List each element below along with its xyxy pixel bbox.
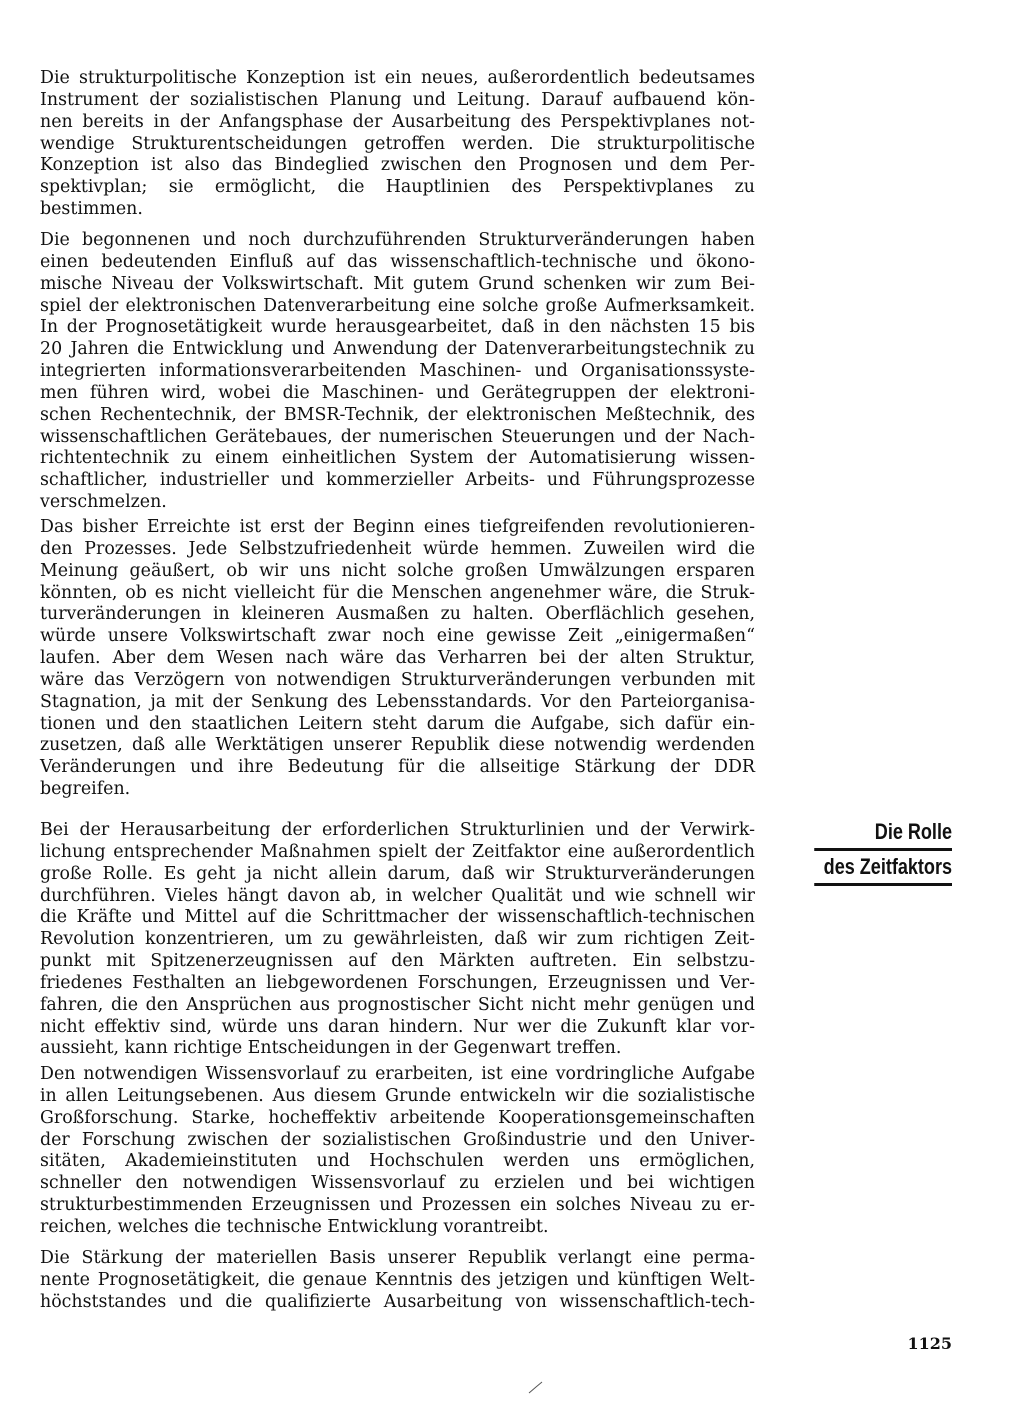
text-line: bestimmen.	[40, 199, 143, 220]
text-line: schneller den notwendigen Wissensvorlauf zu erzielen und bei wichtigen	[40, 1173, 755, 1194]
text-line: Den notwendigen Wissensvorlauf zu erarbeiten, ist eine vordringliche Aufgabe	[40, 1064, 755, 1084]
text-line: richtentechnik zu einem einheitlichen System der Automatisierung wissen-	[40, 448, 755, 469]
text-line: friedenes Festhalten an liebgewordenen Forschungen, Erzeugnissen und Ver-	[40, 972, 755, 993]
text-line: mische Niveau der Volkswirtschaft. Mit gutem Grund schenken wir zum Bei-	[40, 273, 755, 294]
text-line: lichung entsprechender Maßnahmen spielt der Zeitfaktor eine außerordentlich	[40, 841, 755, 862]
text-line: Großforschung. Starke, hocheffektiv arbeitende Kooperationsgemeinschaften	[40, 1107, 755, 1128]
text-line: nente Prognosetätigkeit, die genaue Kenntnis des jetzigen und künftigen Welt-	[40, 1269, 755, 1290]
text-line: wissenschaftlichen Gerätebaues, der numerischen Steuerungen und der Nach-	[40, 426, 755, 447]
text-line: spiel der elektronischen Datenverarbeitung eine solche große Aufmerksamkeit.	[40, 295, 755, 316]
text-line: Instrument der sozialistischen Planung und Leitung. Darauf aufbauend kön-	[40, 89, 755, 110]
marginal-heading-line-2: des Zeitfaktors	[814, 853, 952, 886]
stray-pen-mark	[528, 1380, 544, 1394]
paragraph-4	[40, 820, 755, 1060]
text-line: Konzeption ist also das Bindeglied zwischen den Prognosen und dem Per-	[40, 155, 755, 176]
text-line: In der Prognosetätigkeit wurde herausgearbeitet, daß in den nächsten 15 bis	[40, 317, 755, 338]
text-line: spektivplan; sie ermöglicht, die Hauptlinien des Perspektivplanes zu	[40, 177, 755, 198]
text-line: men führen wird, wobei die Maschinen- und Gerätegruppen der elektroni-	[40, 382, 755, 403]
text-line: laufen. Aber dem Wesen nach wäre das Verharren bei der alten Struktur,	[40, 648, 755, 669]
text-line: schen Rechentechnik, der BMSR-Technik, der elektronischen Meßtechnik, des	[40, 404, 755, 425]
text-line: große Rolle. Es geht ja nicht allein darum, daß wir Strukturveränderungen	[40, 863, 755, 884]
text-line: die Kräfte und Mittel auf die Schrittmacher der wissenschaftlich-technischen	[40, 907, 755, 928]
text-line: fahren, die den Ansprüchen aus prognostischer Sicht nicht mehr genügen und	[40, 994, 755, 1015]
text-line: höchststandes und die qualifizierte Ausarbeitung von wissenschaftlich-tech-	[40, 1291, 755, 1312]
text-line: würde unsere Volkswirtschaft zwar noch eine gewisse Zeit „einigermaßen“	[40, 626, 755, 647]
text-line: Die Stärkung der materiellen Basis unserer Republik verlangt eine perma-	[40, 1248, 755, 1268]
text-line: Bei der Herausarbeitung der erforderlichen Strukturlinien und der Verwirk-	[40, 820, 755, 840]
text-line: Stagnation, ja mit der Senkung des Lebensstandards. Vor den Parteiorganisa-	[40, 691, 755, 712]
text-line: begreifen.	[40, 779, 131, 800]
text-line: könnten, ob es nicht vielleicht für die Menschen angenehmer wäre, die Struk-	[40, 582, 755, 603]
text-line: turveränderungen in kleineren Ausmaßen zu halten. Oberflächlich gesehen,	[40, 604, 755, 625]
text-line: punkt mit Spitzenerzeugnissen auf den Märkten auftreten. Ein selbstzu-	[40, 951, 755, 972]
text-line: aussieht, kann richtige Entscheidungen in der Gegenwart treffen.	[40, 1038, 622, 1059]
text-line: Die begonnenen und noch durchzuführenden Strukturveränderungen haben	[40, 230, 755, 250]
text-line: sitäten, Akademieinstituten und Hochschulen werden uns ermöglichen,	[40, 1151, 755, 1172]
text-line: einen bedeutenden Einfluß auf das wissenschaftlich-technische und ökono-	[40, 251, 755, 272]
text-line: wendige Strukturentscheidungen getroffen werden. Die strukturpolitische	[40, 133, 755, 154]
text-line: wäre das Verzögern von notwendigen Strukturveränderungen verbunden mit	[40, 669, 755, 690]
text-line: nen bereits in der Anfangsphase der Ausarbeitung des Perspektivplanes not-	[40, 111, 755, 132]
text-line: tionen und den staatlichen Leitern steht darum die Aufgabe, sich dafür ein-	[40, 713, 755, 734]
text-line: Meinung geäußert, ob wir uns nicht solche großen Umwälzungen ersparen	[40, 560, 755, 581]
paragraph-1	[40, 68, 755, 221]
text-line: Die strukturpolitische Konzeption ist ein neues, außerordentlich bedeutsames	[40, 68, 755, 88]
paragraph-3	[40, 517, 755, 801]
marginal-heading	[784, 818, 952, 886]
paragraph-2	[40, 230, 755, 514]
page-number: 1125	[907, 1334, 952, 1353]
text-line: strukturbestimmenden Erzeugnissen und Prozessen ein solches Niveau zu er-	[40, 1195, 755, 1216]
text-line: den Prozesses. Jede Selbstzufriedenheit würde hemmen. Zuweilen wird die	[40, 538, 755, 559]
text-line: zusetzen, daß alle Werktätigen unserer Republik diese notwendig werdenden	[40, 735, 755, 756]
paragraph-6	[40, 1248, 755, 1314]
text-line: Revolution konzentrieren, um zu gewährleisten, daß wir zum richtigen Zeit-	[40, 929, 755, 950]
text-line: Das bisher Erreichte ist erst der Beginn eines tiefgreifenden revolutionieren-	[40, 517, 755, 537]
text-line: nicht effektiv sind, würde uns daran hindern. Nur wer die Zukunft klar vor-	[40, 1016, 755, 1037]
text-line: durchführen. Vieles hängt davon ab, in welcher Qualität und wie schnell wir	[40, 885, 755, 906]
text-line: in allen Leitungsebenen. Aus diesem Grunde entwickeln wir die sozialistische	[40, 1085, 755, 1106]
text-line: schaftlicher, industrieller und kommerzieller Arbeits- und Führungsprozesse	[40, 470, 755, 491]
text-line: reichen, welches die technische Entwicklung vorantreibt.	[40, 1216, 549, 1237]
text-line: verschmelzen.	[40, 492, 167, 513]
text-line: der Forschung zwischen der sozialistischen Großindustrie und den Univer-	[40, 1129, 755, 1150]
paragraph-5	[40, 1064, 755, 1239]
text-line: Veränderungen und ihre Bedeutung für die allseitige Stärkung der DDR	[40, 757, 755, 778]
text-line: integrierten informationsverarbeitenden Maschinen- und Organisationssyste-	[40, 361, 755, 382]
text-line: 20 Jahren die Entwicklung und Anwendung der Datenverarbeitungstechnik zu	[40, 339, 755, 360]
marginal-heading-line-1: Die Rolle	[814, 818, 952, 851]
